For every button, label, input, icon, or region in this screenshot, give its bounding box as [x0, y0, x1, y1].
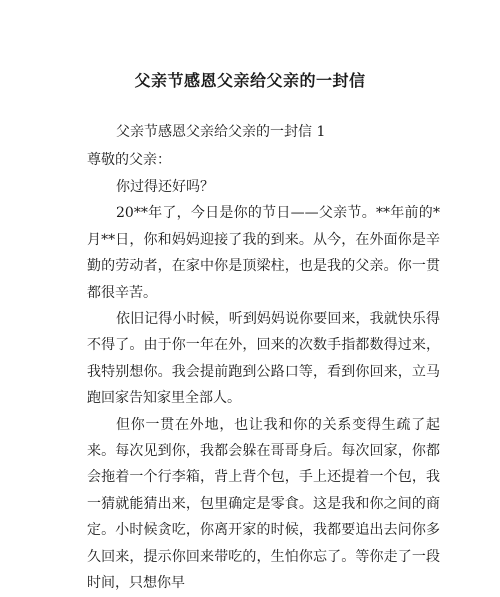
- salutation: 尊敬的父亲：: [87, 152, 171, 168]
- letter-body: [87, 174, 440, 597]
- paragraph: 20**年了，今日是你的节日——父亲节。**年前的*月**日，你和妈妈迎接了我的到来。从今，在外面你是辛勤的劳动者，在家中你是顶梁柱，也是我的父亲。你一贯都很辛苦。: [87, 205, 440, 301]
- paragraph: 你过得还好吗？: [116, 179, 214, 195]
- paragraph: 但你一贯在外地，也让我和你的关系变得生疏了起来。每次见到你，我都会躲在哥哥身后。每次回家，你都会拖着一个行李箱，背上背个包，手上还提着一个包，我一猜就能猜出来，包里确定是零食。这是我和你之间的商定。小时候贪吃，你离开家的时候，我都要追出去问你多久回来，提示你回来带吃的，生怕你忘了。等你走了一段时间，只想你早: [87, 416, 440, 592]
- letter-heading: 父亲节感恩父亲给父亲的一封信 1: [116, 124, 326, 140]
- paragraph: 依旧记得小时候，听到妈妈说你要回来，我就快乐得不得了。由于你一年在外，回来的次数手指都数得过来，我特别想你。我会提前跑到公路口等，看到你回来，立马跑回家告知家里全部人。: [87, 311, 440, 407]
- document-title: 父亲节感恩父亲给父亲的一封信: [134, 71, 366, 90]
